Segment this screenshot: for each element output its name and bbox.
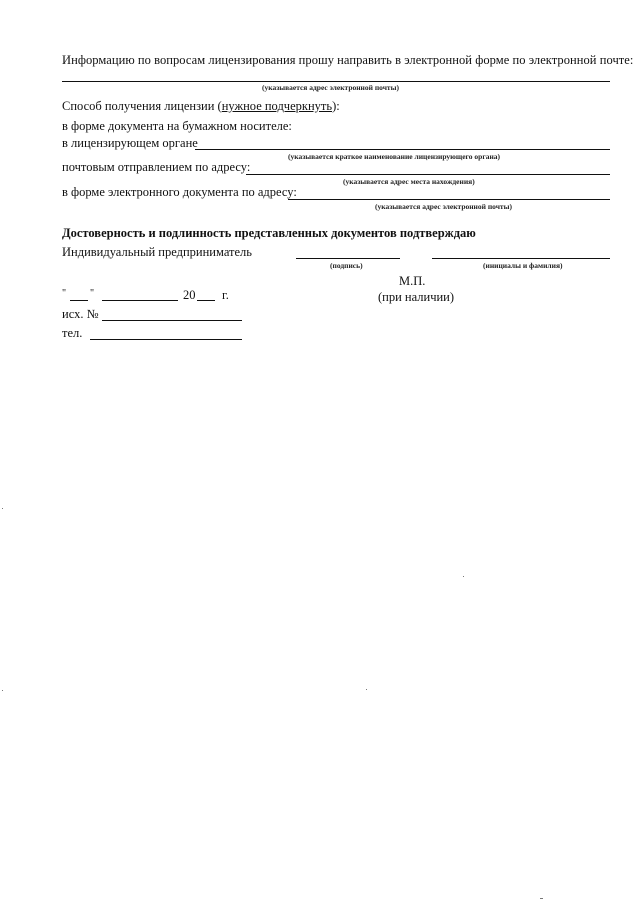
scan-speck [366, 689, 367, 690]
method-electronic: в форме электронного документа по адресу: [62, 185, 297, 199]
name-caption: (инициалы и фамилия) [483, 261, 563, 270]
email-caption: (указывается адрес электронной почты) [262, 83, 399, 92]
scan-speck [463, 576, 464, 577]
confirmation-title: Достоверность и подлинность представленных документов подтверждаю [62, 226, 476, 240]
office-line[interactable] [195, 149, 610, 150]
date-year-suffix: г. [222, 288, 229, 302]
signature-caption: (подпись) [330, 261, 363, 270]
office-caption: (указывается краткое наименование лицензирующего органа) [288, 152, 501, 161]
method-in-office: в лицензирующем органе [62, 136, 198, 150]
date-year-line[interactable] [197, 300, 215, 301]
method-label-before: Способ получения лицензии ( [62, 99, 222, 113]
name-line[interactable] [432, 258, 610, 259]
post-address-line[interactable] [246, 174, 610, 175]
scan-speck [540, 898, 543, 899]
electronic-address-line[interactable] [288, 199, 610, 200]
ref-label: исх. № [62, 307, 99, 321]
scan-speck [2, 508, 3, 509]
method-label-underlined: нужное подчеркнуть [221, 99, 333, 113]
method-by-post: почтовым отправлением по адресу: [62, 160, 251, 174]
email-line[interactable] [62, 81, 610, 82]
date-quote-open: " [62, 288, 67, 299]
entrepreneur-label: Индивидуальный предприниматель [62, 245, 252, 259]
signature-line[interactable] [296, 258, 400, 259]
date-day-line[interactable] [70, 300, 88, 301]
electronic-address-caption: (указывается адрес электронной почты) [375, 202, 512, 211]
email-request-text: Информацию по вопросам лицензирования прошу направить в электронной форме по электронной почте: [62, 53, 634, 67]
scan-speck [2, 690, 3, 691]
post-address-caption: (указывается адрес места нахождения) [343, 177, 475, 186]
stamp-note: (при наличии) [378, 290, 455, 304]
method-paper: в форме документа на бумажном носителе: [62, 119, 292, 133]
ref-line[interactable] [102, 320, 242, 321]
phone-label: тел. [62, 326, 83, 340]
date-month-line[interactable] [102, 300, 178, 301]
date-year-prefix: 20 [183, 288, 196, 302]
date-quote-close: " [90, 288, 95, 299]
phone-line[interactable] [90, 339, 242, 340]
method-label-after: ): [332, 99, 340, 113]
method-label [62, 99, 340, 113]
stamp-label: М.П. [399, 274, 426, 288]
